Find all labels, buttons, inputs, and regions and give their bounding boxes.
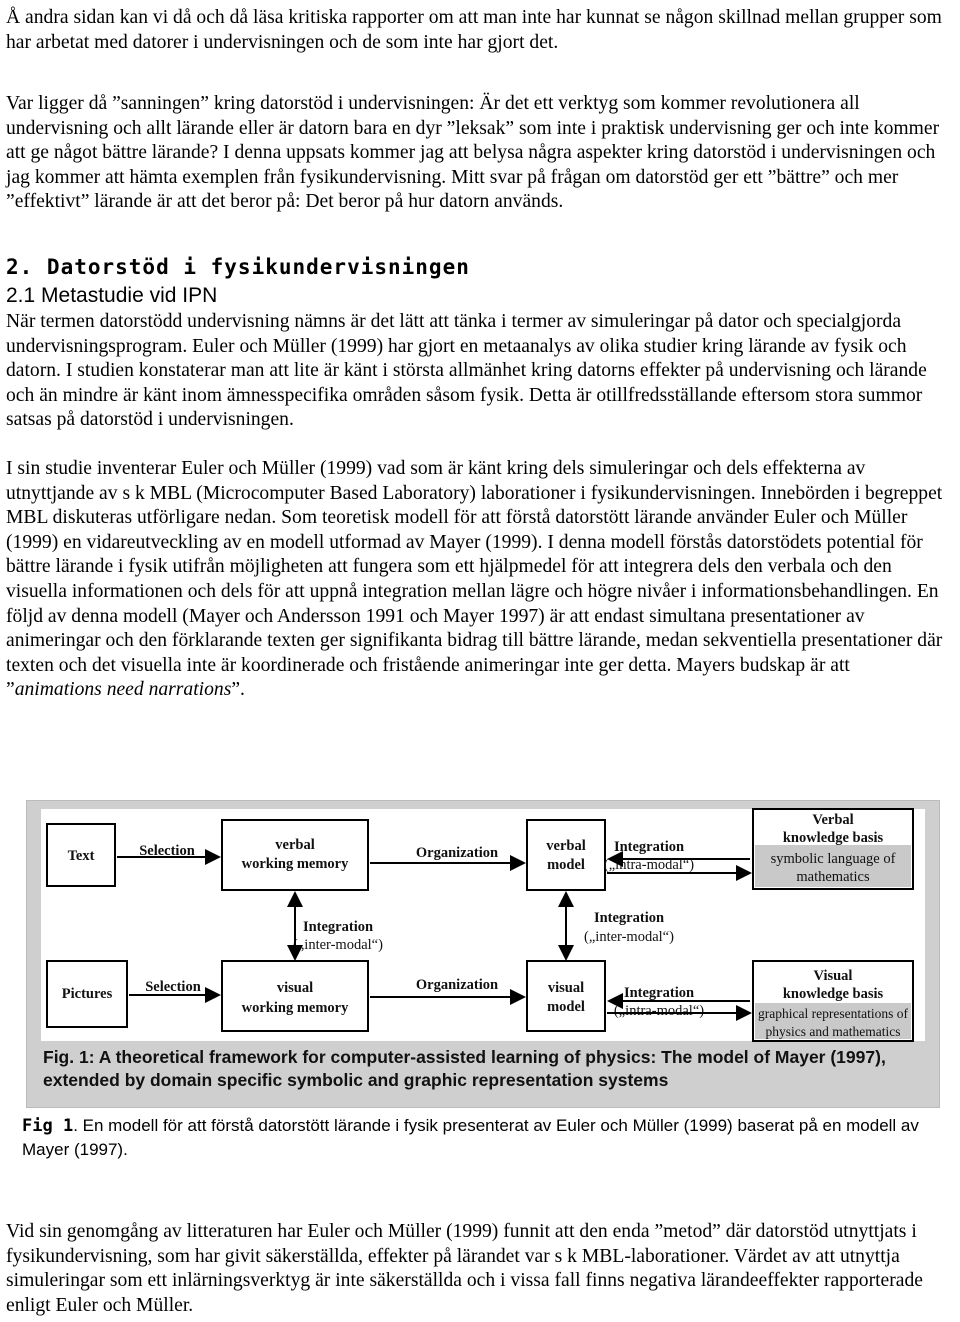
visual-kb-line2: knowledge basis (782, 986, 884, 1002)
integration-intra-top-line2: („intra-modal“) (603, 857, 695, 873)
integration-inter-left-line1: Integration (302, 919, 374, 935)
metastudy-paragraph: När termen datorstödd undervisning nämns är det lätt att tänka i termer av simuleringar på dator och specialgjorda undervisningsprogram. Euler och Müller (1999) har gjort en metaanalys av olika studier kring lärande av fysik och datorn. I studien konstaterar man att lite är känt i största allmänhet kring datorns effekter på undervisning och lärande och än mindre är känt inom ämnesspecifika områden såsom fysik. Detta är otillfredsställande eftersom stora summor satsas på datorstöd i undervisningen. (6, 311, 927, 431)
mayer-model-figure (26, 800, 940, 1108)
visual-kb-line1: Visual (813, 968, 853, 984)
question-paragraph: Var ligger då ”sanningen” kring datorstöd i undervisningen: Är det ett verktyg som kommer revolutionera all undervisning och allt lärande eller är datorn bara en dyr ”leksak” som inte i praktisk undervisning ger och inte kommer att ge något bättre lärande? I denna uppsats kommer jag att belysa några aspekter kring datorstöd i undervisningen och jag kommer att hämta exemplen från fysikundervisning. Mitt svar på frågan om datorstöd ger ett ”bättre” och mer ”effektivt” lärande är att det beror på: Det beror på hur datorn används. (6, 93, 940, 213)
visual-working-memory-box (222, 961, 368, 1031)
visual-wm-line2: working memory (241, 1000, 349, 1016)
figure-caption-label: Fig 1 (22, 1116, 74, 1136)
verbal-wm-line2: working memory (241, 856, 349, 872)
verbal-kb-line4: mathematics (796, 869, 870, 885)
quote-close: ”. (231, 679, 245, 701)
selection-top-label: Selection (139, 843, 195, 859)
inventory-text: I sin studie inventerar Euler och Müller (1999) vad som är känt kring dels simuleringar och dels effekterna av utnyttjande av s k MBL (Microcomputer Based Laboratory) laborationer i fysikundervisningen. Innebörden i begreppet MBL diskuteras utförligare nedan. Som teoretisk modell för att förstå datorstött lärande använder Euler och Müller (1999) en vidareutveckling av en modell utformad av Mayer (1999). I denna modell förstås datorstödets potential för bättre lärande i fysik utifrån möjligheten att fungera som ett hjälpmedel för att integrera dels den verbala och den visuella informationen och dels för att uppnå integration mellan lägre och högre nivåer i informationsbehandlingen. En följd av denna modell (Mayer och Andersson 1991 och Mayer 1997) är att endast simultana presentationer av animeringar och den förklarande texten ger signifikanta bidrag till bättre lärande, medan sekventiella presentationer där texten och det visuella inte är koordinerade och fristående animeringar inte ger detta. Mayers budskap är att (6, 458, 943, 676)
verbal-kb-line3: symbolic language of (770, 851, 896, 867)
integration-intra-bottom-line2: („intra-modal“) (613, 1003, 705, 1019)
visual-model-line1: visual (547, 980, 585, 996)
figure-caption (22, 1114, 958, 1162)
verbal-kb-line1: Verbal (812, 812, 854, 828)
verbal-kb-line2: knowledge basis (782, 830, 884, 846)
visual-model-line2: model (547, 999, 585, 1015)
integration-intra-top-line1: Integration (613, 839, 685, 855)
verbal-model-box (527, 820, 605, 890)
intro-paragraph: Å andra sidan kan vi då och då läsa kritiska rapporter om att man inte har kunnat se någon skillnad mellan grupper som har arbetat med datorer i undervisningen och de som inte har gjort det. (6, 7, 942, 53)
integration-inter-left-line2: („inter-modal“) (293, 937, 383, 953)
integration-inter-right-line1: Integration (593, 910, 665, 926)
section-heading: 2. Datorstöd i fysikundervisningen (6, 255, 470, 279)
visual-kb-line4: physics and mathematics (765, 1024, 901, 1039)
verbal-wm-line1: verbal (275, 837, 315, 853)
quote-open: ” (6, 679, 15, 701)
figure-caption-text: . En modell för att förstå datorstött lärande i fysik presenterat av Euler och Müller (1999) baserat på en modell av Mayer (1997). (22, 1116, 919, 1159)
figure-inner-caption-label: Fig. 1: (43, 1047, 95, 1067)
organization-bottom-label: Organization (415, 977, 499, 993)
visual-kb-line3: graphical representations of (758, 1006, 908, 1021)
inventory-paragraph (6, 457, 956, 703)
figure-inner-caption-text: A theoretical framework for computer-assisted learning of physics: The model of Mayer (1997), extended by domain specific symbolic and graphic representation systems (43, 1047, 886, 1090)
verbal-model-line2: model (547, 857, 585, 873)
literature-paragraph: Vid sin genomgång av litteraturen har Euler och Müller (1999) funnit att den enda ”metod” där datorstöd utnyttjats i fysikundervisning, som har givit säkerställda, effekter på lärandet var s k MBL-laborationer. Värdet av att utnyttja simuleringar som ett inlärningsverktyg är inte säkerställda och i vissa fall finns negativa lärandeeffekter rapporterade enligt Euler och Müller. (6, 1221, 923, 1316)
selection-bottom-label: Selection (145, 979, 201, 995)
organization-top-label: Organization (415, 845, 499, 861)
figure-inner-caption (43, 1046, 933, 1092)
text-box-label: Text (67, 848, 95, 864)
subsection-heading: 2.1 Metastudie vid IPN (6, 284, 218, 307)
verbal-model-line1: verbal (546, 838, 586, 854)
animations-quote: animations need narrations (14, 679, 232, 701)
integration-intra-bottom-line1: Integration (623, 985, 695, 1001)
integration-inter-right-line2: („inter-modal“) (584, 929, 674, 945)
verbal-working-memory-box (222, 820, 368, 890)
pictures-box-label: Pictures (61, 986, 113, 1002)
visual-wm-line1: visual (276, 980, 314, 996)
visual-model-box (527, 961, 605, 1031)
